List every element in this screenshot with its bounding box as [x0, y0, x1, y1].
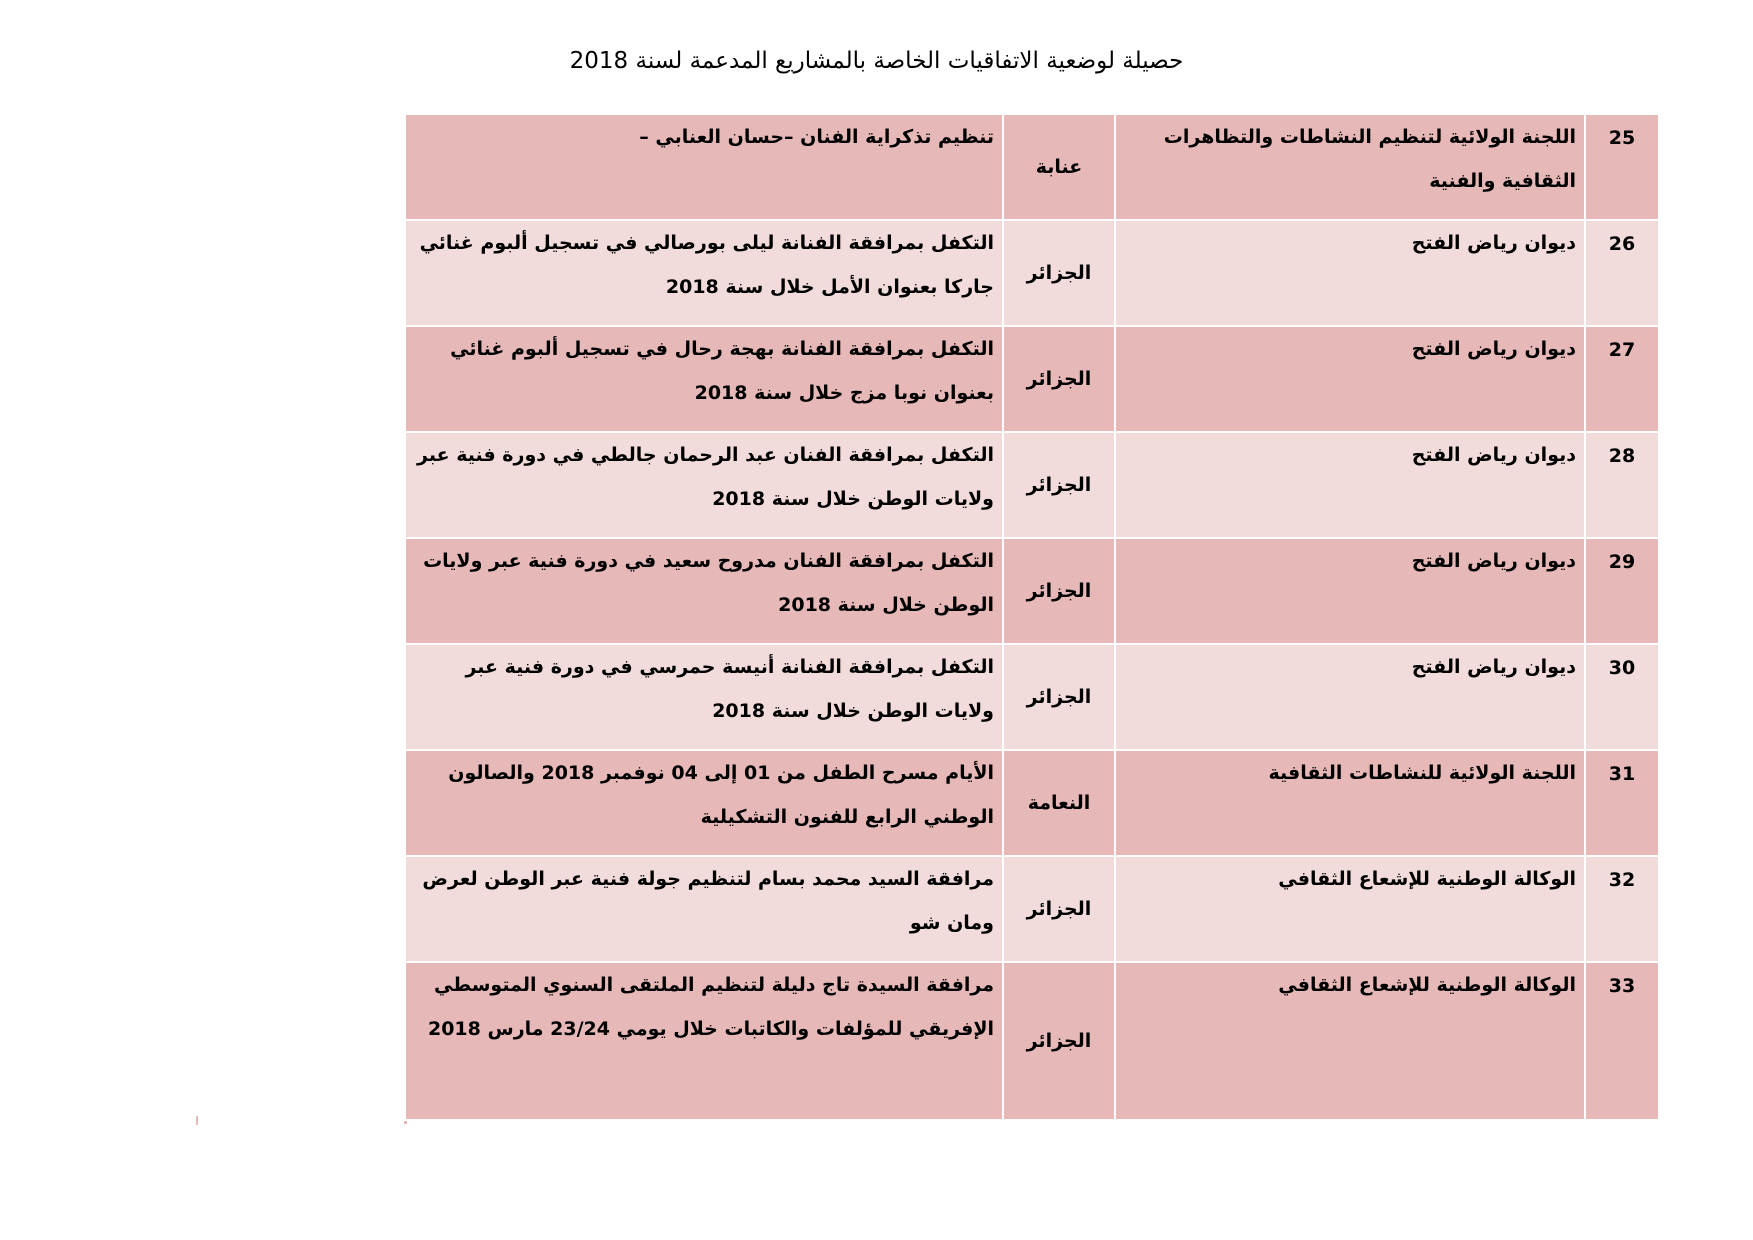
table-row	[405, 644, 1659, 750]
project-description: مرافقة السيد محمد بسام لتنظيم جولة فنية عبر الوطن لعرض ومان شو	[405, 856, 1003, 962]
organization-cell: ديوان رياض الفتح	[1115, 220, 1585, 326]
project-description: التكفل بمرافقة الفنانة أنيسة حمرسي في دورة فنية عبر ولايات الوطن خلال سنة 2018	[405, 644, 1003, 750]
table-row	[405, 856, 1659, 962]
row-number: 26	[1585, 220, 1659, 326]
organization-cell: اللجنة الولائية لتنظيم النشاطات والتظاهرات الثقافية والفنية	[1115, 114, 1585, 220]
agreements-table	[404, 113, 1660, 1121]
page-title: حصيلة لوضعية الاتفاقيات الخاصة بالمشاريع المدعمة لسنة 2018	[569, 48, 1184, 74]
location-cell: الجزائر	[1003, 220, 1115, 326]
row-number: 27	[1585, 326, 1659, 432]
project-description: التكفل بمرافقة الفنان عبد الرحمان جالطي في دورة فنية عبر ولايات الوطن خلال سنة 2018	[405, 432, 1003, 538]
project-description: التكفل بمرافقة الفنان مدروح سعيد في دورة فنية عبر ولايات الوطن خلال سنة 2018	[405, 538, 1003, 644]
agreements-table-wrapper	[404, 113, 1660, 1121]
location-cell: الجزائر	[1003, 962, 1115, 1120]
organization-cell: الوكالة الوطنية للإشعاع الثقافي	[1115, 962, 1585, 1120]
location-cell: الجزائر	[1003, 856, 1115, 962]
location-cell: الجزائر	[1003, 538, 1115, 644]
table-row	[405, 432, 1659, 538]
project-description: التكفل بمرافقة الفنانة ليلى بورصالي في تسجيل ألبوم غنائي جاركا بعنوان الأمل خلال سنة 2018	[405, 220, 1003, 326]
project-description: مرافقة السيدة تاج دليلة لتنظيم الملتقى السنوي المتوسطي الإفريقي للمؤلفات والكاتبات خلال يومي 23/24 مارس 2018	[405, 962, 1003, 1120]
row-number: 25	[1585, 114, 1659, 220]
row-number: 28	[1585, 432, 1659, 538]
project-description: تنظيم تذكراية الفنان –حسان العنابي –	[405, 114, 1003, 220]
table-row	[405, 326, 1659, 432]
table-row	[405, 114, 1659, 220]
organization-cell: ديوان رياض الفتح	[1115, 538, 1585, 644]
row-number: 32	[1585, 856, 1659, 962]
organization-cell: ديوان رياض الفتح	[1115, 644, 1585, 750]
organization-cell: الوكالة الوطنية للإشعاع الثقافي	[1115, 856, 1585, 962]
organization-cell: اللجنة الولائية للنشاطات الثقافية	[1115, 750, 1585, 856]
location-cell: الجزائر	[1003, 432, 1115, 538]
table-row	[405, 220, 1659, 326]
table-row	[405, 962, 1659, 1120]
project-description: الأيام مسرح الطفل من 01 إلى 04 نوفمبر 2018 والصالون الوطني الرابع للفنون التشكيلية	[405, 750, 1003, 856]
row-number: 29	[1585, 538, 1659, 644]
location-cell: النعامة	[1003, 750, 1115, 856]
row-number: 33	[1585, 962, 1659, 1120]
organization-cell: ديوان رياض الفتح	[1115, 432, 1585, 538]
organization-cell: ديوان رياض الفتح	[1115, 326, 1585, 432]
location-cell: عنابة	[1003, 114, 1115, 220]
margin-mark	[196, 1116, 198, 1125]
location-cell: الجزائر	[1003, 326, 1115, 432]
row-number: 31	[1585, 750, 1659, 856]
table-row	[405, 538, 1659, 644]
location-cell: الجزائر	[1003, 644, 1115, 750]
row-number: 30	[1585, 644, 1659, 750]
project-description: التكفل بمرافقة الفنانة بهجة رحال في تسجيل ألبوم غنائي بعنوان نوبا مزج خلال سنة 2018	[405, 326, 1003, 432]
table-row	[405, 750, 1659, 856]
